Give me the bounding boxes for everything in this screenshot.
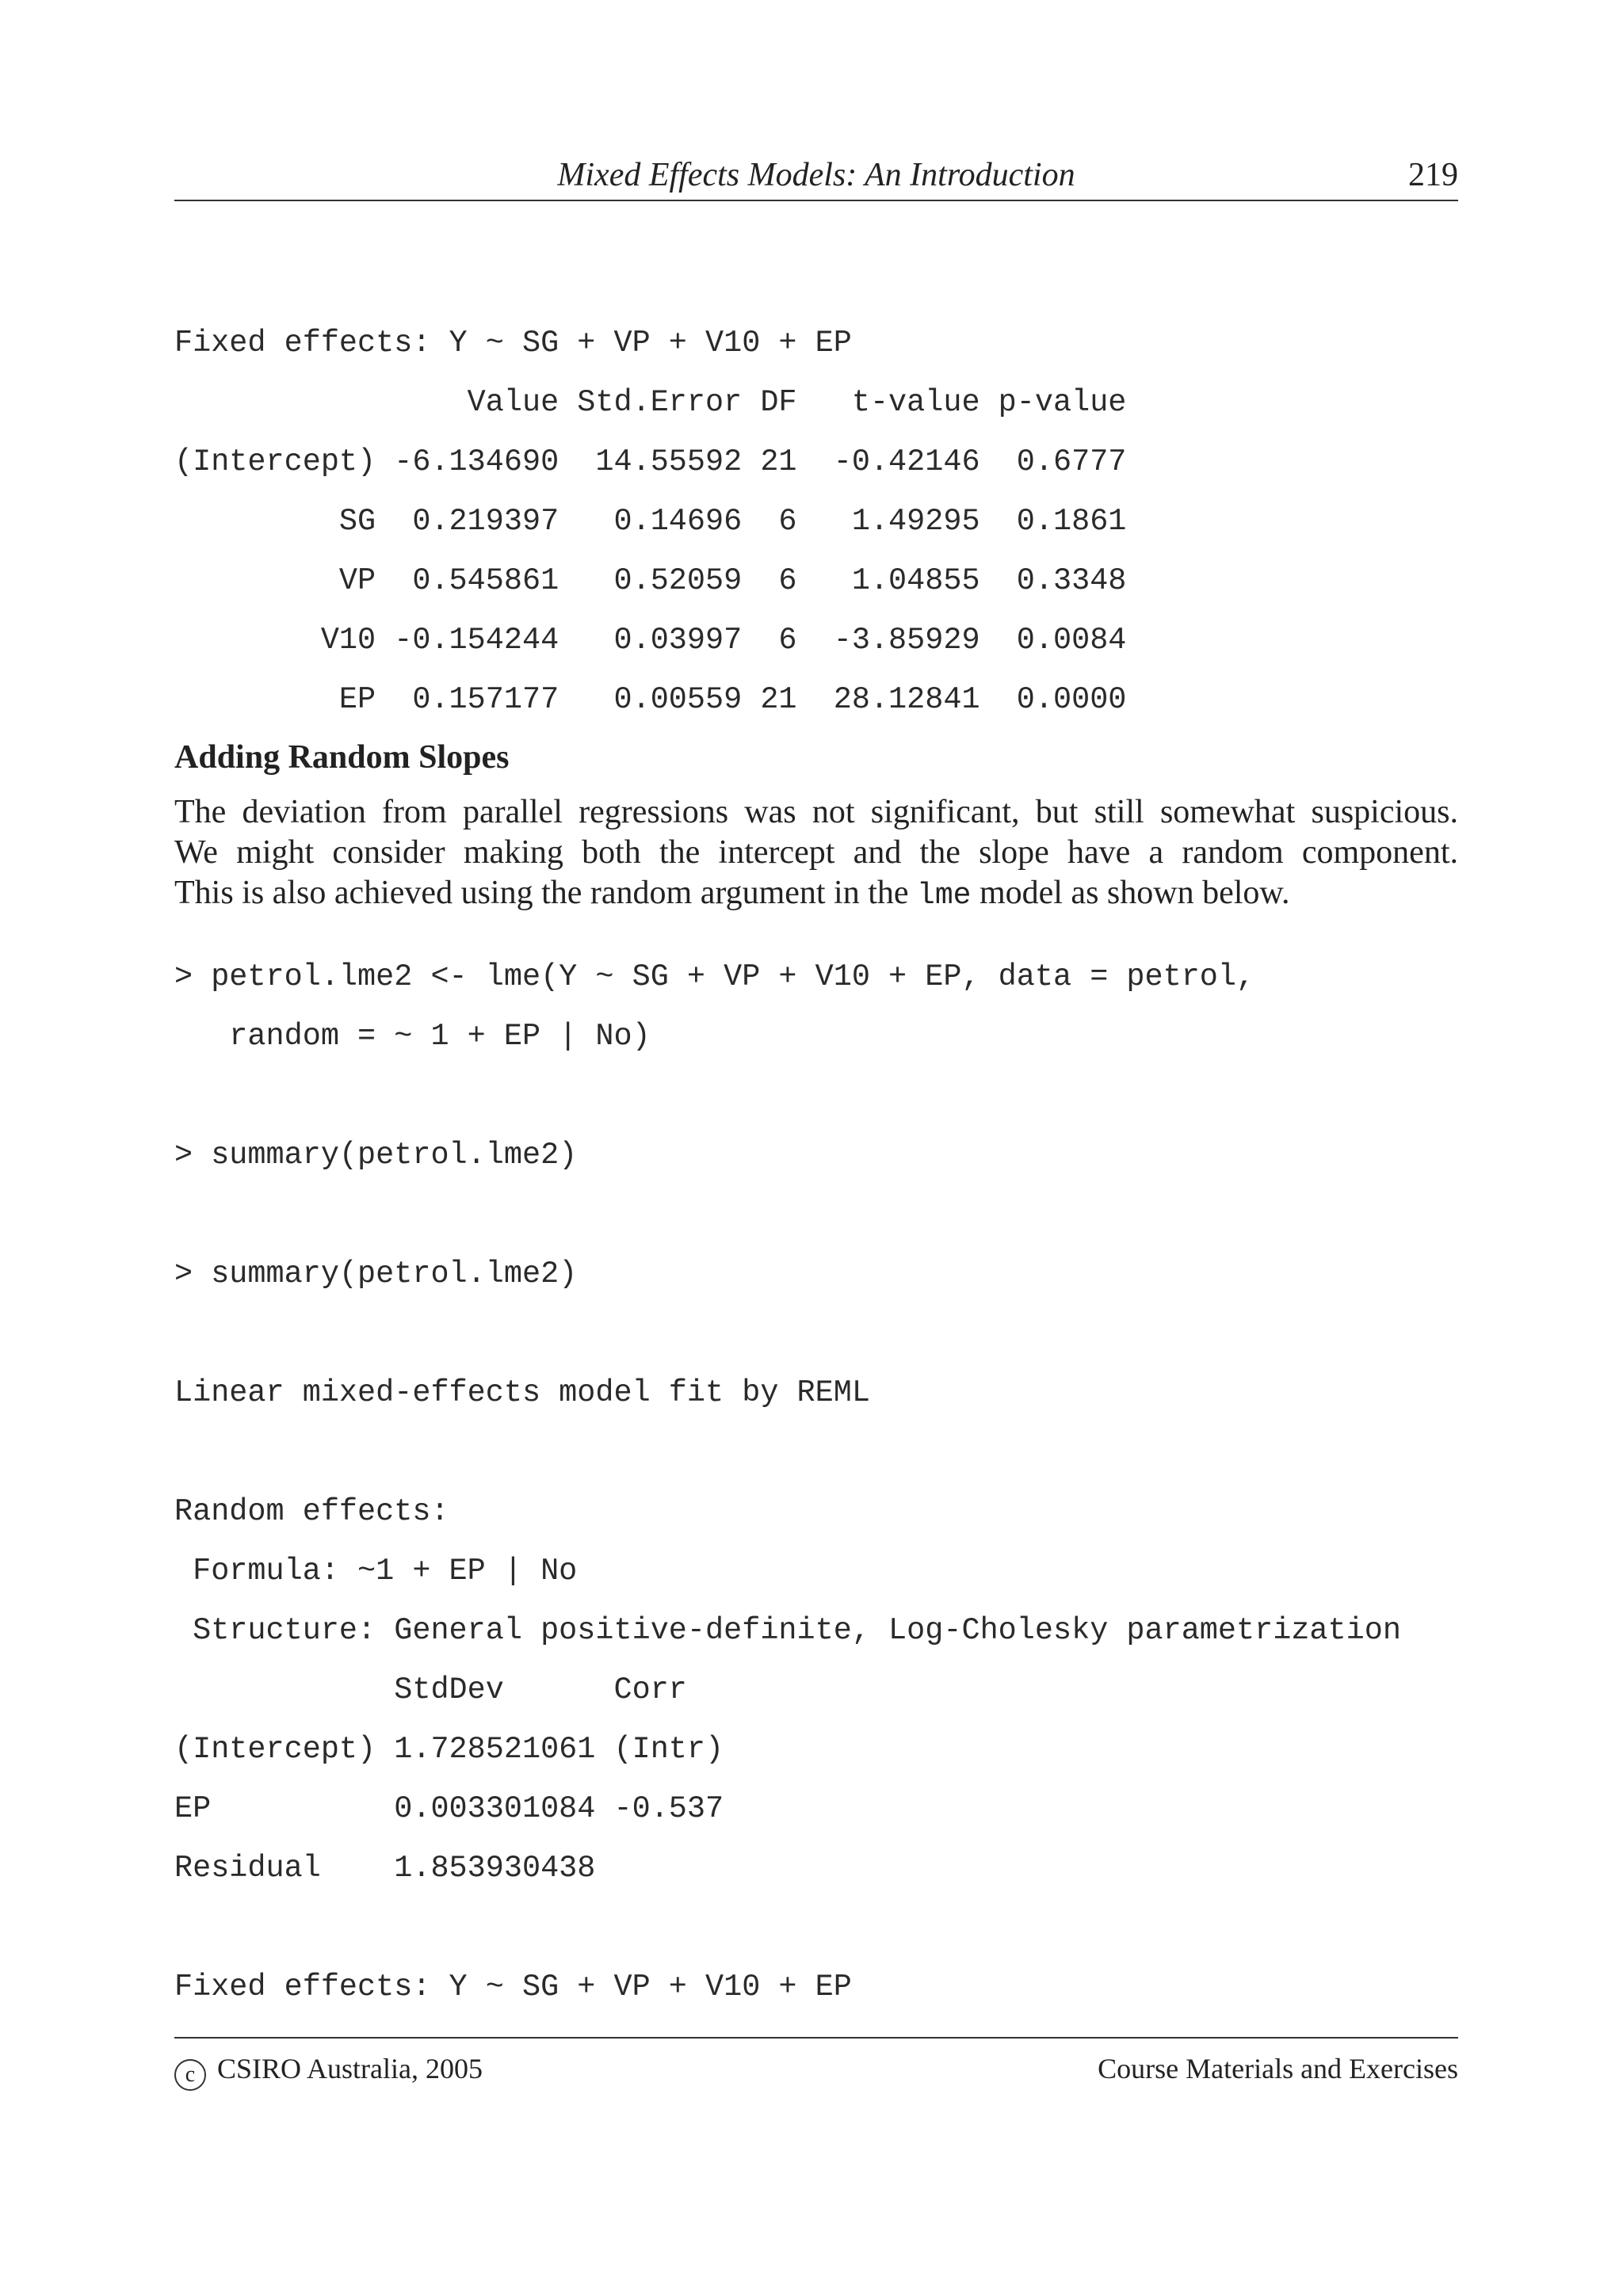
code-line: Linear mixed-effects model fit by REML — [174, 1375, 870, 1410]
code-line: VP 0.545861 0.52059 6 1.04855 0.3348 — [174, 563, 1127, 598]
code-line: StdDev Corr — [174, 1672, 687, 1707]
code-line: V10 -0.154244 0.03997 6 -3.85929 0.0084 — [174, 623, 1127, 658]
running-title: Mixed Effects Models: An Introduction — [557, 157, 1075, 193]
inline-code: lme — [917, 879, 972, 913]
code-line: Fixed effects: Y ~ SG + VP + V10 + EP — [174, 326, 852, 360]
code-line: SG 0.219397 0.14696 6 1.49295 0.1861 — [174, 504, 1127, 539]
code-line: random = ~ 1 + EP | No) — [174, 1019, 651, 1054]
code-line: (Intercept) 1.728521061 (Intr) — [174, 1732, 724, 1767]
paragraph-line: We might consider making both the intercept and the slope have a random component. — [174, 834, 1458, 871]
footer-left-text: CSIRO Australia, 2005 — [217, 2053, 483, 2084]
code-line: Random effects: — [174, 1494, 449, 1529]
footer-rule — [174, 2037, 1458, 2039]
paragraph-line: The deviation from parallel regressions was not significant, but still somewhat suspicious. — [174, 794, 1458, 830]
code-line: Fixed effects: Y ~ SG + VP + V10 + EP — [174, 1970, 852, 2004]
paragraph-line — [174, 873, 1458, 916]
code-line: Value Std.Error DF t-value p-value — [174, 385, 1127, 420]
code-line: (Intercept) -6.134690 14.55592 21 -0.42146 0.6777 — [174, 444, 1127, 479]
paragraph-text: This is also achieved using the random argument in the — [174, 875, 918, 911]
footer-copyright — [174, 2048, 483, 2091]
code-line: Formula: ~1 + EP | No — [174, 1554, 578, 1589]
code-line: > petrol.lme2 <- lme(Y ~ SG + VP + V10 + EP, data = petrol, — [174, 959, 1255, 994]
copyright-icon: c — [174, 2059, 206, 2091]
code-line: Structure: General positive-definite, Log-Cholesky parametrization — [174, 1613, 1401, 1648]
paragraph-text: model as shown below. — [971, 875, 1290, 911]
code-line: > summary(petrol.lme2) — [174, 1138, 578, 1173]
page-number: 219 — [1408, 157, 1458, 193]
code-line: > summary(petrol.lme2) — [174, 1257, 578, 1291]
code-line: EP 0.003301084 -0.537 — [174, 1791, 724, 1826]
section-heading: Adding Random Slopes — [174, 739, 510, 776]
body-paragraph — [174, 792, 1458, 916]
page-header — [174, 151, 1458, 201]
footer-right-text: Course Materials and Exercises — [1098, 2053, 1458, 2084]
code-line: Residual 1.853930438 — [174, 1851, 596, 1886]
code-line: EP 0.157177 0.00559 21 28.12841 0.0000 — [174, 682, 1127, 717]
